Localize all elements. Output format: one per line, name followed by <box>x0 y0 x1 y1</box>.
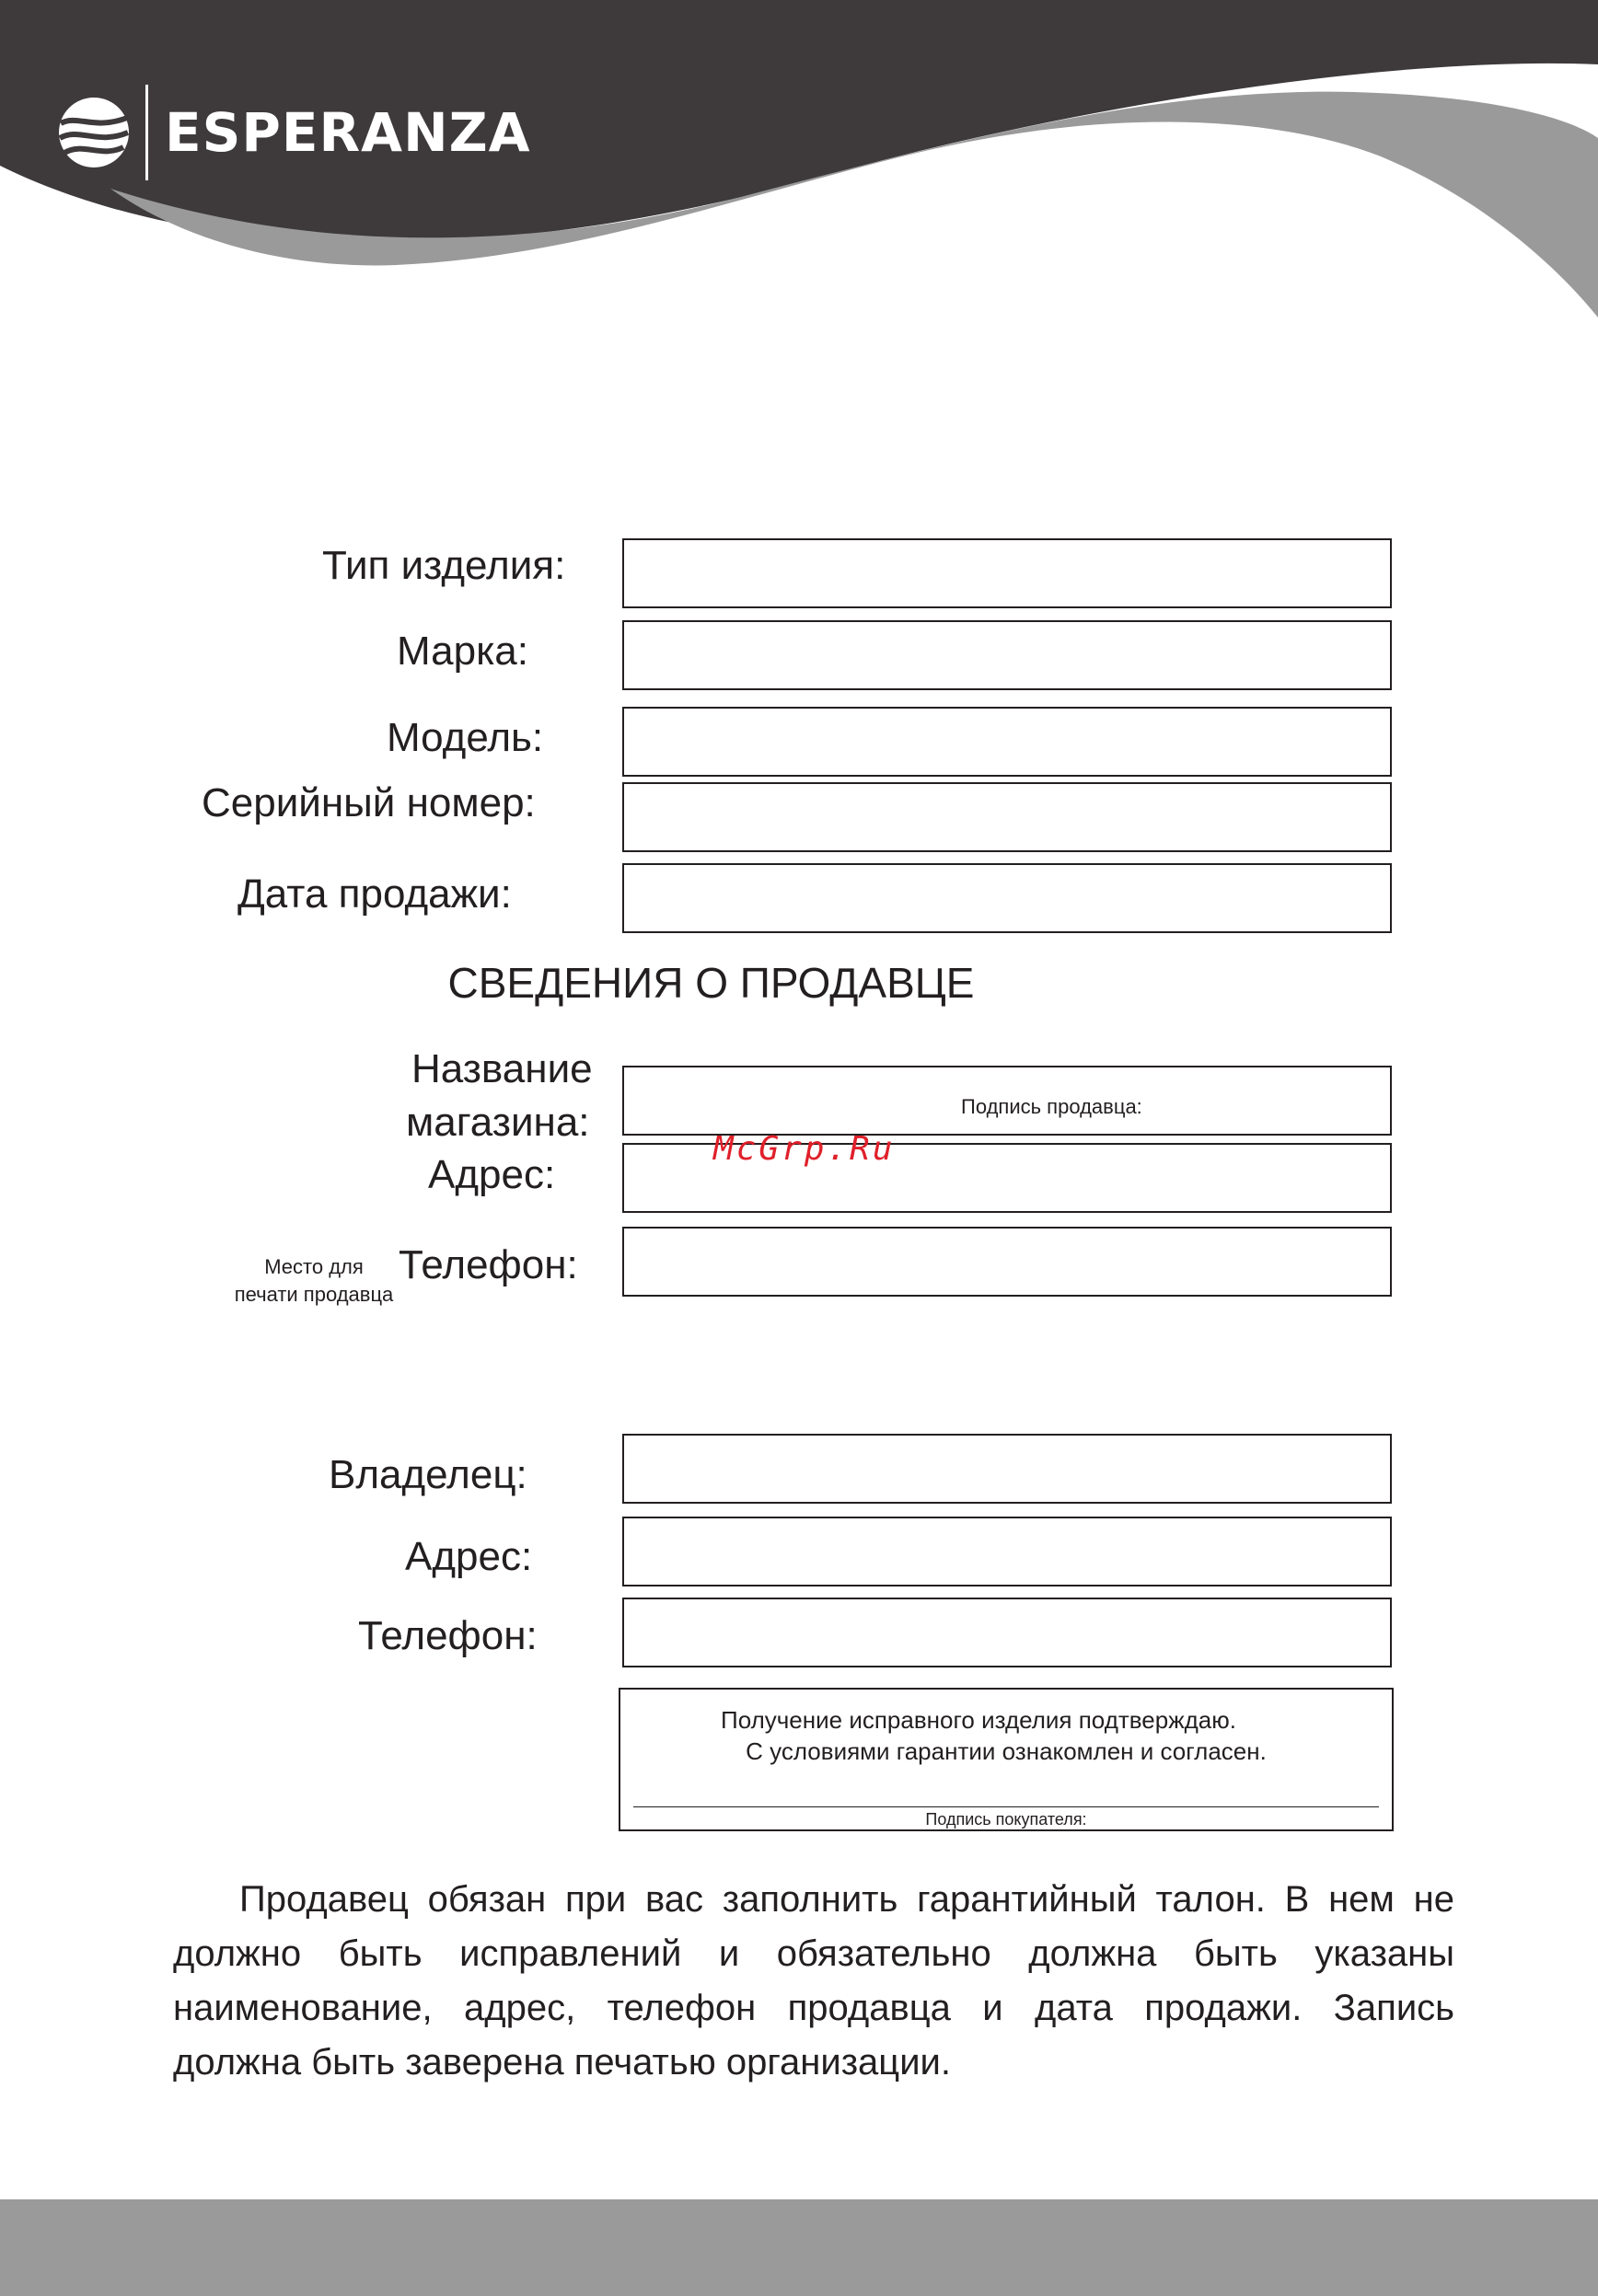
owner-label: Владелец: <box>329 1452 527 1497</box>
seller-stamp-placeholder <box>208 1253 420 1309</box>
serial-number-label: Серийный номер: <box>202 780 536 825</box>
stamp-note-line2: печати продавца <box>234 1283 394 1306</box>
seller-phone-field[interactable] <box>622 1227 1392 1297</box>
sale-date-field[interactable] <box>622 863 1392 933</box>
note-line2: должно быть исправлений и обязательно должна быть указаны <box>173 1933 1454 1974</box>
confirmation-line2: С условиями гарантии ознакомлен и согласен. <box>746 1737 1267 1765</box>
product-type-field[interactable] <box>622 538 1392 608</box>
sale-date-label: Дата продажи: <box>237 871 512 917</box>
owner-phone-label: Телефон: <box>358 1613 538 1658</box>
brand-name: ESPERANZA <box>165 101 531 164</box>
esperanza-wave-globe-icon <box>57 96 131 169</box>
warranty-note-paragraph <box>173 1873 1454 2090</box>
note-line1: Продавец обязан при вас заполнить гарантийный талон. В нем не <box>239 1879 1454 1920</box>
confirmation-line1: Получение исправного изделия подтверждаю. <box>721 1706 1236 1734</box>
model-field[interactable] <box>622 707 1392 777</box>
store-name-field[interactable] <box>622 1066 1392 1136</box>
seller-info-heading: СВЕДЕНИЯ О ПРОДАВЦЕ <box>447 959 975 1007</box>
owner-field[interactable] <box>622 1434 1392 1504</box>
owner-address-field[interactable] <box>622 1517 1392 1586</box>
watermark-text: McGrp.Ru <box>713 1130 896 1168</box>
store-name-label-line2: магазина: <box>406 1100 590 1145</box>
buyer-signature-label: Подпись покупателя: <box>925 1810 1087 1829</box>
serial-number-field[interactable] <box>622 782 1392 852</box>
stamp-note-line1: Место для <box>264 1255 364 1278</box>
owner-address-label: Адрес: <box>405 1534 533 1579</box>
seller-address-label: Адрес: <box>428 1152 556 1197</box>
note-line4: должна быть заверена печатью организации. <box>173 2042 951 2083</box>
seller-signature-label: Подпись продавца: <box>961 1095 1142 1118</box>
product-type-label: Тип изделия: <box>322 543 566 588</box>
footer-bar <box>0 2199 1598 2296</box>
brand-logo <box>57 85 531 180</box>
brand-field[interactable] <box>622 620 1392 690</box>
owner-phone-field[interactable] <box>622 1598 1392 1667</box>
logo-separator <box>145 85 148 180</box>
note-line3: наименование, адрес, телефон продавца и дата продажи. Запись <box>173 1988 1454 2028</box>
model-label: Модель: <box>387 715 544 760</box>
store-name-label-line1: Название <box>411 1046 593 1091</box>
buyer-signature-line <box>633 1806 1379 1807</box>
seller-phone-label: Телефон: <box>399 1242 578 1287</box>
buyer-confirmation-box[interactable] <box>619 1688 1394 1831</box>
brand-label: Марка: <box>397 629 528 674</box>
